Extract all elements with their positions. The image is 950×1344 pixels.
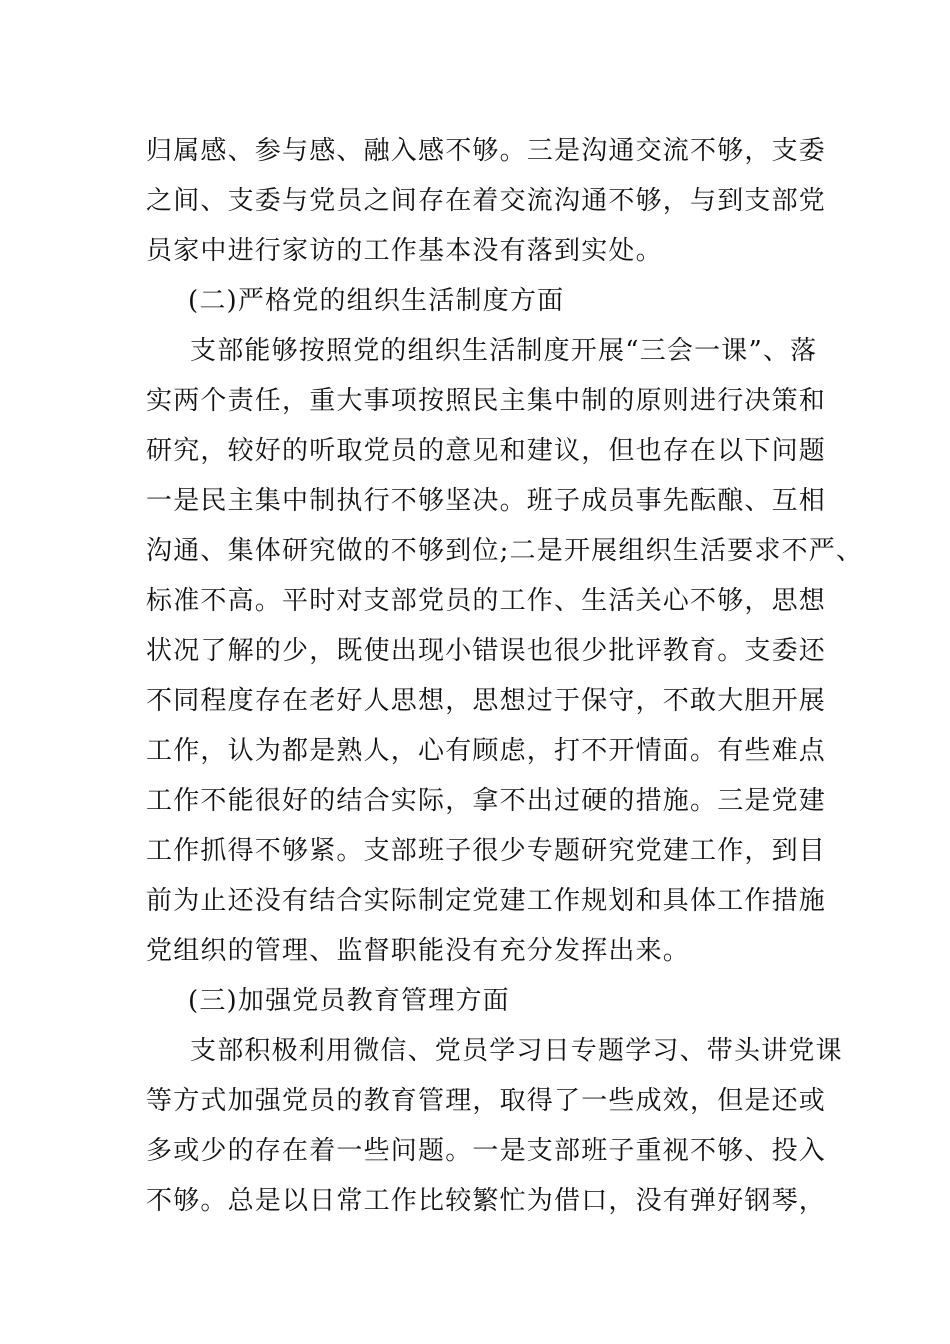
paragraph-line: 研究，较好的听取党员的意见和建议，但也存在以下问题 [146,436,827,466]
paragraph-line: 状况了解的少，既使出现小错误也很少批评教育。支委还 [146,636,827,666]
paragraph-line: 一是民主集中制执行不够坚决。班子成员事先酝酿、互相 [146,486,827,516]
section-heading-3: (三)加强党员教育管理方面 [188,986,510,1016]
paragraph-line: 前为止还没有结合实际制定党建工作规划和具体工作措施 [146,886,827,916]
paragraph-line: 多或少的存在着一些问题。一是支部班子重视不够、投入 [146,1136,827,1166]
paragraph-line: 之间、支委与党员之间存在着交流沟通不够，与到支部党 [146,186,827,216]
paragraph-line: 支部积极利用微信、党员学习日专题学习、带头讲党课 [190,1036,843,1066]
paragraph-line: 不同程度存在老好人思想，思想过于保守，不敢大胆开展 [146,686,827,716]
paragraph-line: 实两个责任，重大事项按照民主集中制的原则进行决策和 [146,386,827,416]
paragraph-line: 支部能够按照党的组织生活制度开展“三会一课”、落 [190,336,818,366]
paragraph-line: 工作抓得不够紧。支部班子很少专题研究党建工作，到目 [146,836,827,866]
paragraph-line: 工作，认为都是熟人，心有顾虑，打不开情面。有些难点 [146,736,827,766]
section-heading-2: (二)严格党的组织生活制度方面 [188,286,565,316]
paragraph-line: 归属感、参与感、融入感不够。三是沟通交流不够，支委 [146,136,827,166]
paragraph-line: 党组织的管理、监督职能没有充分发挥出来。 [146,936,691,966]
paragraph-line: 沟通、集体研究做的不够到位;二是开展组织生活要求不严、 [146,536,864,566]
paragraph-line: 工作不能很好的结合实际，拿不出过硬的措施。三是党建 [146,786,827,816]
paragraph-line: 等方式加强党员的教育管理，取得了一些成效，但是还或 [146,1086,827,1116]
paragraph-line: 标准不高。平时对支部党员的工作、生活关心不够，思想 [146,586,827,616]
document-body [146,126,864,1226]
paragraph-line: 不够。总是以日常工作比较繁忙为借口，没有弹好钢琴， [146,1186,827,1216]
paragraph-line: 员家中进行家访的工作基本没有落到实处。 [146,236,663,266]
